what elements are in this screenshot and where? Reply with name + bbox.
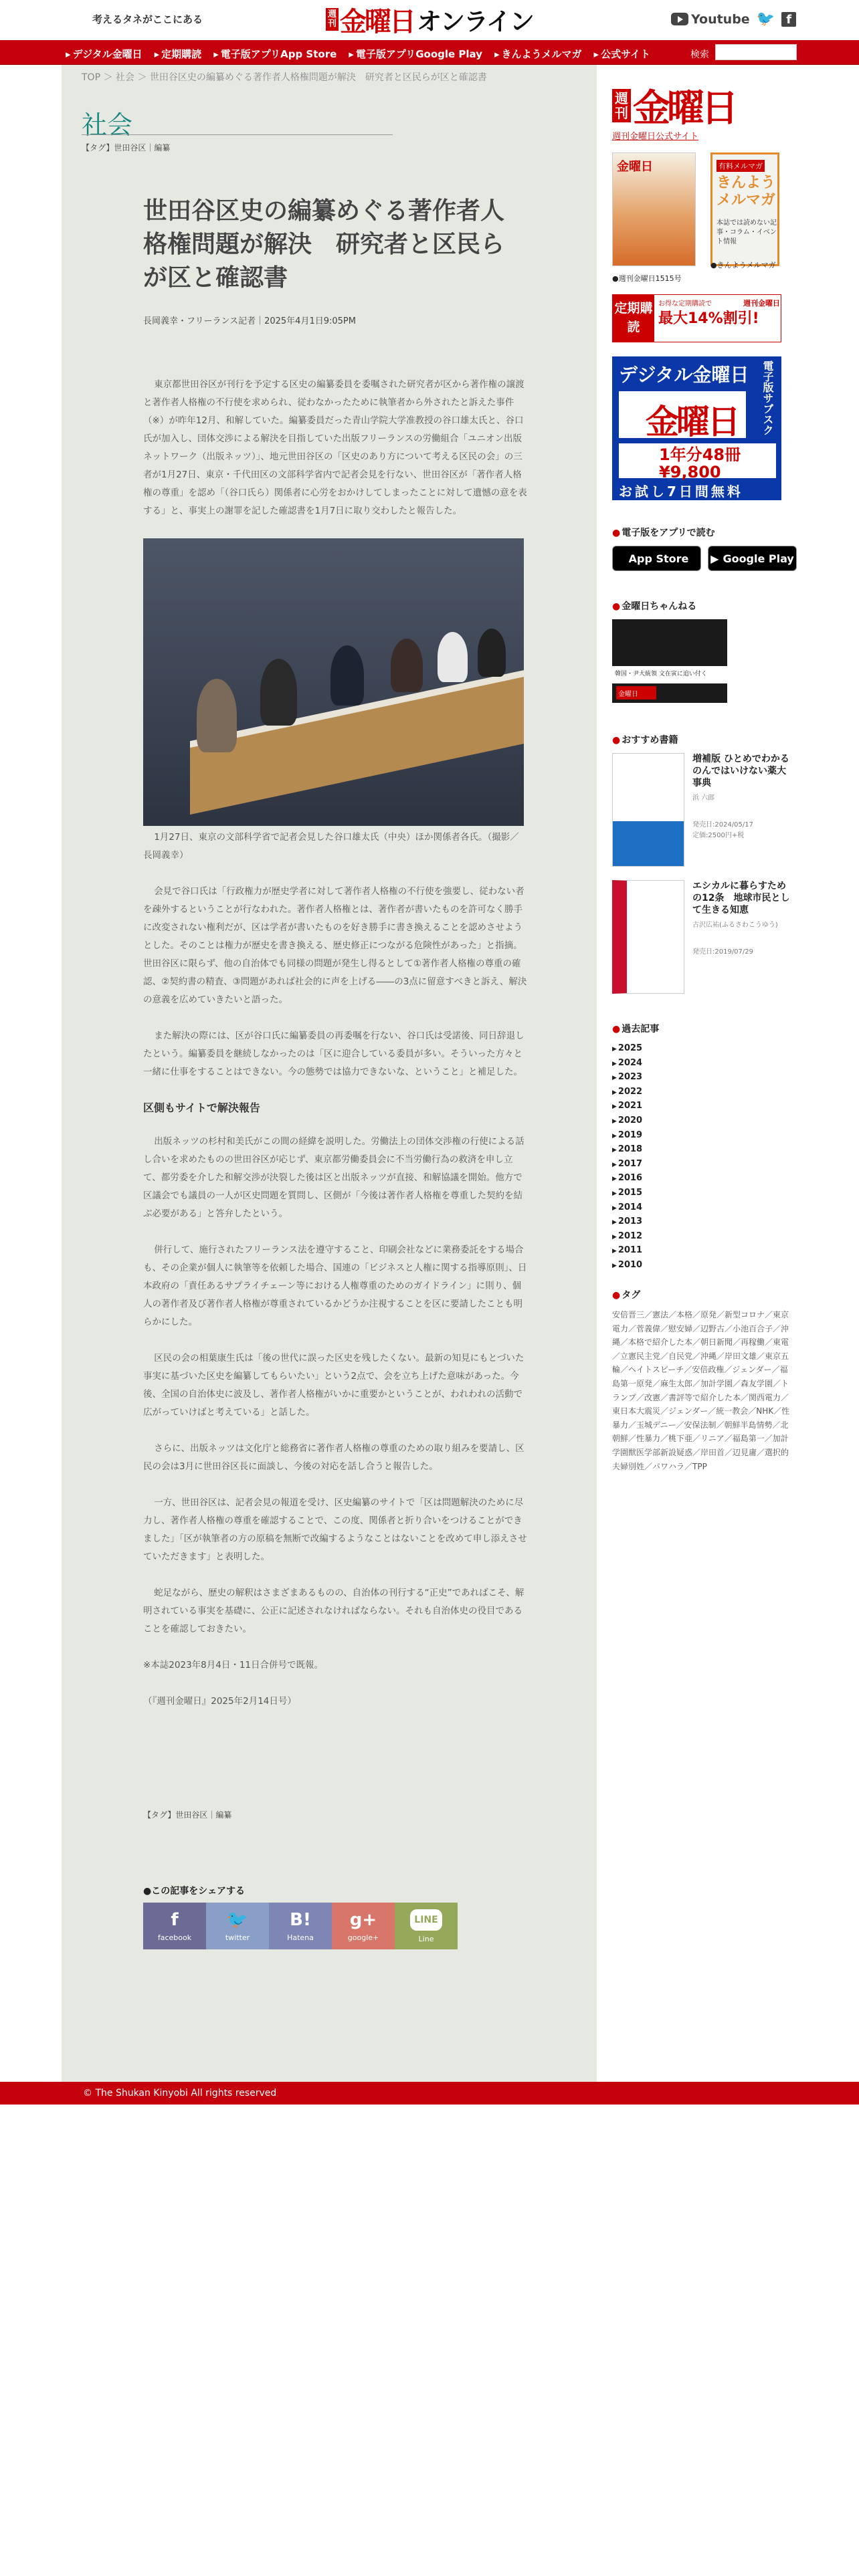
archive-year[interactable]: ▶ 2014 [612,1201,659,1216]
digital-heading: デジタル金曜日 [619,364,749,386]
hatena-icon: B! [290,1909,311,1930]
facebook-icon: f [171,1909,179,1930]
archive-year[interactable]: ▶ 2021 [612,1099,659,1114]
social-links [671,11,796,27]
archive-year[interactable]: ▶ 2024 [612,1057,659,1071]
tag-line-bottom[interactable]: 【タグ】世田谷区｜編纂 [143,1810,232,1820]
archive-year[interactable]: ▶ 2023 [612,1071,659,1085]
share-hatena-button[interactable]: B! Hatena [269,1903,332,1949]
main-nav [0,40,859,65]
logo-weekly-mark: 週 刊 [326,8,339,31]
article-title: 世田谷区史の編纂めぐる著作者人格権問題が解決 研究者と区民らが区と確認書 [143,197,505,292]
archive-year[interactable]: ▶ 2025 [612,1042,659,1057]
digital-logo: 金曜日 [619,391,746,438]
share-googleplus-button[interactable]: g+ google+ [332,1903,395,1949]
app-heading: ● 電子版をアプリで読む [612,526,797,539]
books-section [612,733,796,1000]
official-site-link[interactable]: 週刊金曜日公式サイト [612,132,699,142]
youtube-icon [671,13,688,25]
books-heading: ● おすすめ書籍 [612,733,796,746]
twitter-icon[interactable]: 🐦 [756,11,775,27]
nav-google-play[interactable]: ▸ 電子版アプリGoogle Play [349,47,482,61]
tag-cloud[interactable]: 安倍晋三／憲法／本格／原発／新型コロナ／東京電力／菅義偉／慰安婦／辺野古／小池百合子／沖縄／本格で紹介した本／朝日新聞／再稼働／東電／立憲民主党／自民党／沖縄／岸田文雄／東京五輪／ヘイトスピーチ／安倍政権／ジェンダー／福島第一原発／麻生太郎／加計学園／森友学園／トランプ／改憲／書評等で紹介した本／関西電力／東日本大震災／ジェンダー／統一教会／NHK／性暴力／玉城デニー／安保法制／朝鮮半島情勢／北朝鮮／性暴力／桃下亜／リニア／福島第一／加計学園獣医学部新設疑惑／岸田首／辺見庸／選択的夫婦別姓／パワハラ／TPP [612,1310,790,1471]
subscription-small: お得な定期購読で [658,300,712,308]
body-paragraph: 併行して、施行されたフリーランス法を遵守すること、印刷会社などに業務委託をする場合も、その企業が個人に執筆等を依頼した場合、国連の「ビジネスと人権に関する指導原則」、日本政府の「責任あるサプライチェーン等における人権尊重のためのガイドライン」に則り、個人の著作者及び著作者人格権が尊重されているかどうか注視することを区に要請したことも明らかにした。 [143,1245,527,1327]
copyright: © The Shukan Kinyobi All rights reserved [83,2088,277,2099]
latest-issue-cover[interactable] [612,152,696,266]
archive-year[interactable]: ▶ 2016 [612,1172,659,1186]
site-logo[interactable] [326,3,533,36]
mailmag-desc: 本誌では読めない記事・コラム・イベント情報 [717,219,777,245]
archive-year[interactable]: ▶ 2013 [612,1215,659,1230]
body-paragraph: また解決の際には、区が谷口氏に編纂委員の再委嘱を行ない、谷口氏は受諾後、同日辞退したという。編纂委員を継続しなかったのは「区に迎合している委員が多い。そういった方々と一緒に仕事をすることはできない。今の態勢では協力できないな、ということ」と補足した。 [143,1031,524,1077]
category-divider [82,134,393,135]
body-paragraph: 出版ネッツの杉村和美氏がこの間の経緯を説明した。労働法上の団体交渉権の行使による話し合いを求めたものの世田谷区が応じず、東京都労働委員会に不当労働行為の救済を申し立て、都労委を介した和解交渉が決裂した後は区と出版ネッツが直接、和解協議を開始。他方で区議会でも議員の一人が区史問題を質問し、区側が「今後は著作者人格権を尊重した契約を結ぶ必要がある」と答弁したという。 [143,1136,524,1219]
sidebar-logo-weekly: 週 刊 [612,89,631,122]
archive-year[interactable]: ▶ 2011 [612,1244,659,1259]
lead-paragraph: 東京都世田谷区が刊行を予定する区史の編纂委員を委嘱された研究者が区から著作権の譲渡と著作者人格権の不行使を求められ、従わなかったために執筆者から外されたと訴えた事件（※）が昨年12月、和解していた。編纂委員だった青山学院大学准教授の谷口雄太氏と、谷口氏が加入し、団体交渉による解決を目指していた出版フリーランスの労働組合「ユニオン出版ネットワーク（出版ネッツ）」、地元世田谷区の「区史のあり方について考える区民の会」の三者が1月27日、東京・千代田区の文部科学省内で記者会見を行ない、世田谷区が「著作者人格権の尊重」を認め「（谷口氏ら）関係者に心労をおかけしてしまったことに対して遺憾の意を表する」と、事実上の謝罪を記した確認書を1月7日に取り交わしたと報告した。 [143,379,527,516]
magazine-title: 金曜日 [617,160,653,174]
subscription-brand: 週刊金曜日 [743,299,780,308]
body-paragraph: 蛇足ながら、歴史の解釈はさまざまあるものの、自治体の刊行する“正史”であればこそ、解明されている事実を基礎に、公正に記述されなければならない。それも自治体史の役目であることを確認しておきたい。 [143,1588,524,1634]
logo-brand: 金曜日 [340,5,415,37]
body-paragraph: 一方、世田谷区は、記者会見の報道を受け、区史編纂のサイトで「区は問題解決のために尽力し、著作者人格権の尊重を確認することで、この度、関係者と折り合いをつけることができました」「区が執筆者の方の原稿を無断で改編するようなことはないことを改めて申し添えさせていただきます」と表明した。 [143,1497,527,1562]
nav-app-store[interactable]: ▸ 電子版アプリApp Store [213,47,337,61]
share-facebook-button[interactable]: f facebook [143,1903,206,1949]
share-line-button[interactable]: LINE Line [395,1903,458,1949]
archive-year[interactable]: ▶ 2020 [612,1114,659,1129]
digital-trial: お試し7日間無料 [619,484,743,500]
body-paragraph: さらに、出版ネッツは文化庁と総務省に著作者人格権の尊重のための取り組みを要請し、区民の会は3月に世田谷区長に面談し、今後の対応を話し合うと報告した。 [143,1443,524,1472]
share-heading: ●この記事をシェアする [143,1886,245,1897]
body-paragraph: 区民の会の相葉康生氏は「後の世代に誤った区史を残したくない。最新の知見にもとづいた事実に基づいた区史を編纂してもらいたい」という2点で、会を立ち上げた意味があった。今後、全国の自治体史に波及し、著作者人格権がいかに重要かということが、われわれの活動で広がっていけばと考えている」と話した。 [143,1353,524,1418]
tags-section [612,1288,793,1473]
subscription-discount: 最大14%割引! [658,310,759,327]
tag-line-top[interactable]: 【タグ】世田谷区｜編纂 [82,143,171,152]
channel-video-thumbnail[interactable] [612,619,727,703]
book-title: 増補版 ひとめでわかるのんではいけない薬大事典 [692,754,789,788]
category-title: 社会 [82,110,133,140]
book-price: 定価:2500円+税 [692,832,745,839]
archive-year[interactable]: ▶ 2015 [612,1186,659,1201]
digital-side-label: 電子版サブスク [761,360,774,435]
archive-list [612,1042,659,1273]
logo-online: オンライン [417,7,533,36]
subscription-label: 定期購読 [613,295,654,342]
facebook-icon[interactable]: f [781,12,796,27]
subheading: 区側もサイトで解決報告 [143,1101,260,1114]
top-header [0,0,859,40]
share-section [143,1884,458,1949]
app-store-badge[interactable]: App Store [612,546,701,571]
notation: ※本誌2023年8月4日・11日合併号で既報。 [143,1660,324,1671]
mailmag-tag: 有料メルマガ [717,160,765,172]
book-author: 古沢広祐(ふるさわこうゆう) [692,922,778,929]
nav-official-site[interactable]: ▸ 公式サイト [594,47,650,61]
youtube-link[interactable] [671,12,750,27]
youtube-label: Youtube [691,11,750,27]
channel-section [612,599,727,703]
subscription-banner[interactable] [612,294,781,342]
archive-year[interactable]: ▶ 2018 [612,1143,659,1158]
mailmag-link[interactable]: ●きんようメルマガ [710,261,776,270]
channel-brand: 金曜日 [616,686,656,700]
site-tagline: 考えるタネがここにある [92,13,203,25]
book-item[interactable] [612,753,796,873]
search-label: 検索 [690,49,709,60]
breadcrumb[interactable]: TOP ＞ 社会 ＞ 世田谷区史の編纂めぐる著作者人格権問題が解決 研究者と区民らが区と確認書 [82,72,487,83]
book-date: 発売日:2019/07/29 [692,948,754,956]
play-icon: ▶ [710,552,719,565]
archive-heading: ● 過去記事 [612,1022,659,1035]
book-item[interactable] [612,880,796,1000]
photo-caption: 1月27日、東京の文部科学省で記者会見した谷口雄太氏（中央）ほか関係者各氏。（撮影／長岡義幸） [143,832,519,861]
source-note: （『週刊金曜日』2025年2月14日号） [143,1696,296,1707]
mailmag-title: きんようメルマガ [717,175,776,209]
digital-subscription-banner[interactable] [612,356,781,500]
nav-mailmag[interactable]: ▸ きんようメルマガ [494,47,582,61]
site-footer [0,2082,859,2105]
line-icon: LINE [410,1909,442,1931]
channel-heading: ● 金曜日ちゃんねる [612,599,727,613]
archive-year[interactable]: ▶ 2019 [612,1129,659,1144]
share-twitter-button[interactable]: 🐦 twitter [206,1903,269,1949]
latest-issue-link[interactable]: ●週刊金曜日1515号 [612,274,682,283]
app-section [612,526,797,571]
book-cover [612,880,684,994]
archive-section [612,1022,659,1273]
book-cover [612,753,684,867]
googleplus-icon: g+ [349,1909,377,1930]
book-date: 発売日:2024/05/17 [692,821,754,829]
twitter-icon: 🐦 [226,1909,249,1930]
nav-subscription[interactable]: ▸ 定期購読 [155,47,202,61]
sidebar-logo-brand: 金曜日 [633,86,735,130]
digital-price: 1年分48冊 ¥9,800 [619,443,776,478]
archive-year[interactable]: ▶ 2017 [612,1158,659,1172]
search-input[interactable] [715,44,797,60]
nav-digital[interactable]: ▸ デジタル金曜日 [66,47,142,61]
book-author: 浜 六郎 [692,794,715,802]
archive-year[interactable]: ▶ 2010 [612,1259,659,1273]
channel-caption: 韓国・尹大統領 文在寅に追い付く [612,666,727,683]
archive-year[interactable]: ▶ 2022 [612,1085,659,1100]
article-byline: 長岡義幸・フリーランス記者｜2025年4月1日9:05PM [143,316,356,326]
body-paragraph: 会見で谷口氏は「行政権力が歴史学者に対して著作者人格権の不行使を強要し、従わない者を疎外するということが行なわれた。著作者人格権とは、著作者が書いたものを許可なく勝手に改変されない権利だが、区は学者が書いたものを好き勝手に書き換えることを認めさせようとした。そのことは権力が歴史を書き換える、歴史修正につながる危険性があった」と指摘。世田谷区に限らず、他の自治体でも同様の問題が発生し得るとして①著作者人格権の尊重の確認、②契約書の精査、③問題があれば社会的に声を上げる――の3点に留意すべきと訴え、解決の意義を広めていきたいと語った。 [143,886,527,1005]
mailmag-banner[interactable] [710,152,779,266]
press-conference-photo [143,538,524,826]
archive-year[interactable]: ▶ 2012 [612,1230,659,1245]
google-play-badge[interactable]: ▶ Google Play [708,546,797,571]
article-body [143,376,528,1729]
book-title: エシカルに暮らすための12条 地球市民として生きる知恵 [692,881,790,916]
sidebar-logo[interactable] [612,79,735,132]
article-column [62,65,597,2082]
tags-heading: ● タグ [612,1288,793,1301]
